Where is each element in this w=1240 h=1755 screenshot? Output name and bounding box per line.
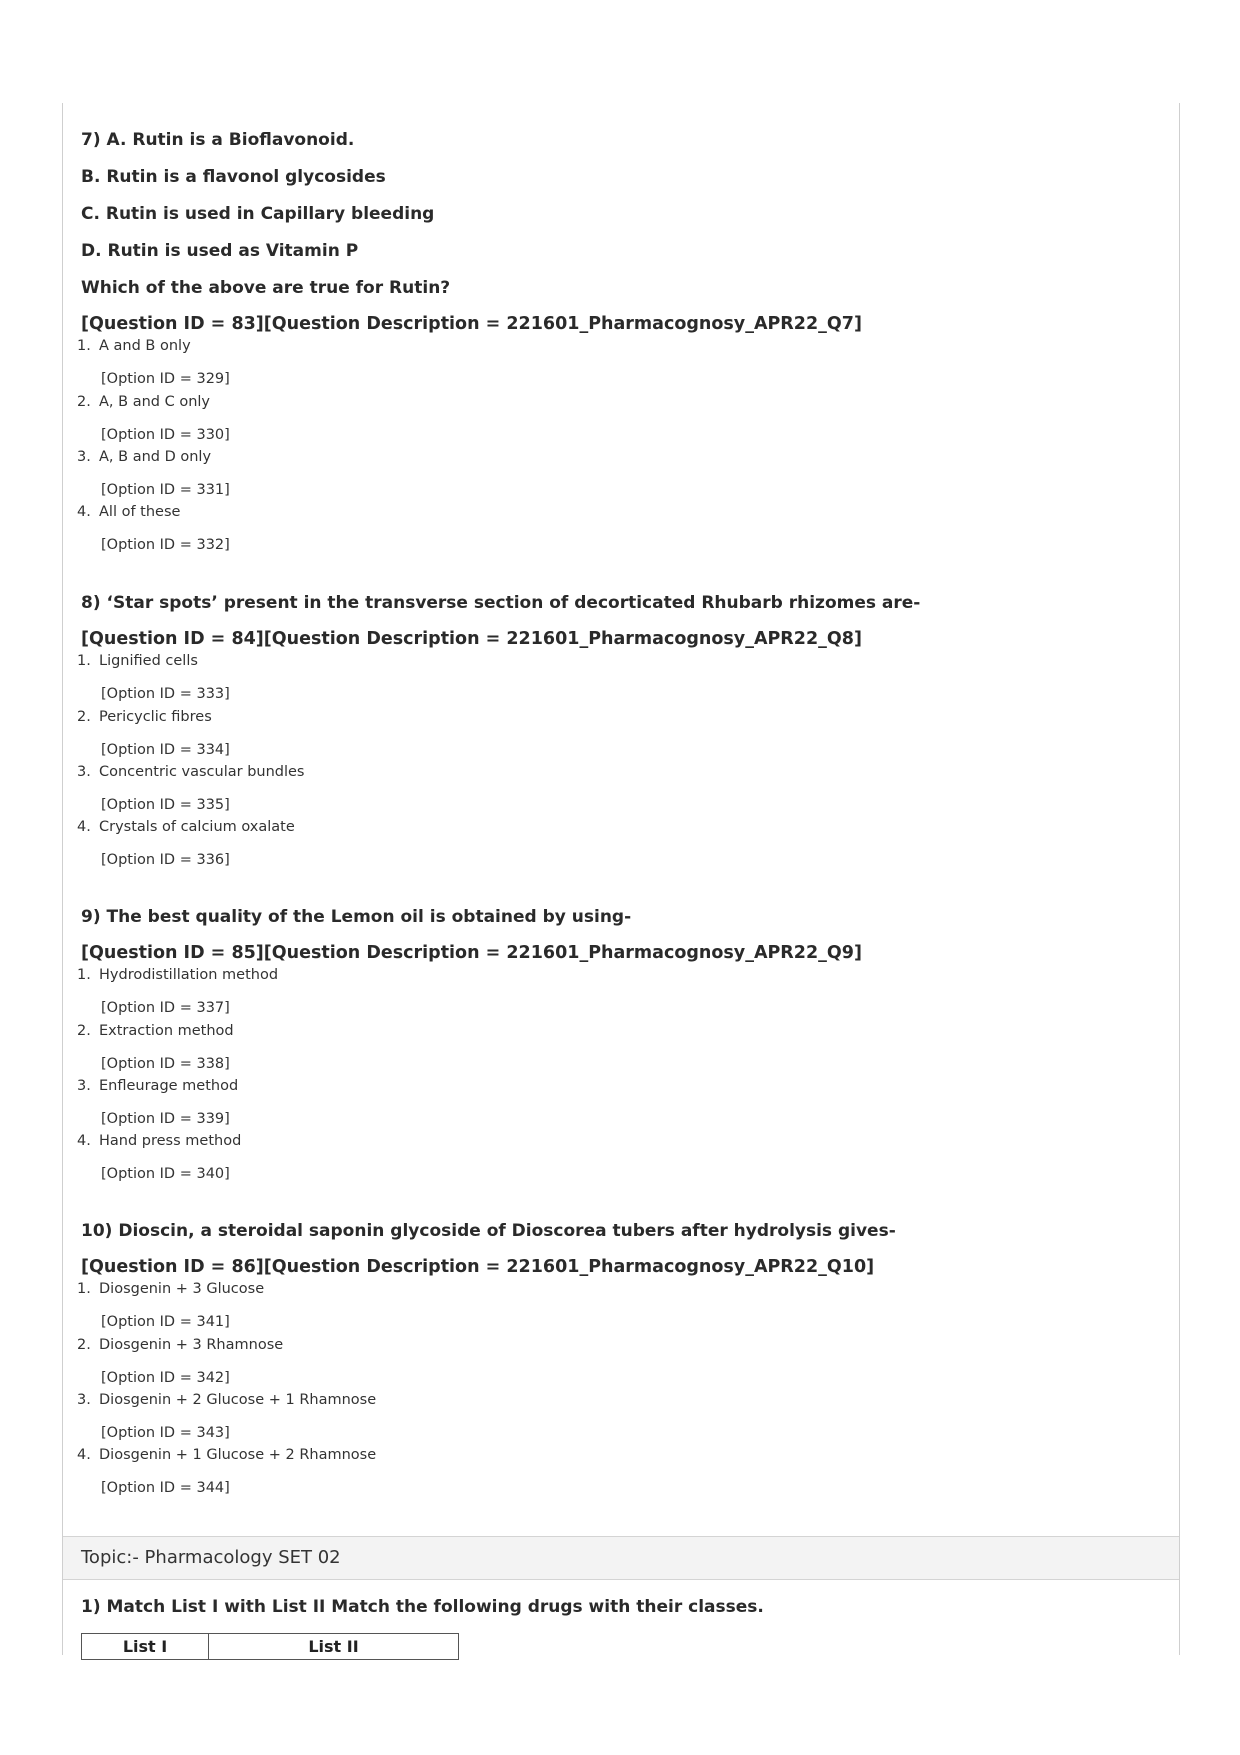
option-1: 1. Diosgenin + 3 Glucose <box>77 1281 265 1297</box>
option-id: [Option ID = 331] <box>101 482 230 498</box>
option-text: Crystals of calcium oxalate <box>99 819 295 835</box>
option-3: 3. Diosgenin + 2 Glucose + 1 Rhamnose <box>77 1392 377 1408</box>
list-1-header: List I <box>82 1634 209 1660</box>
option-4: 4. Diosgenin + 1 Glucose + 2 Rhamnose <box>77 1447 377 1463</box>
option-id: [Option ID = 330] <box>101 427 230 443</box>
option-1: 1. Lignified cells <box>77 653 198 669</box>
option-3: 3. A, B and D only <box>77 449 212 465</box>
option-2: 2. A, B and C only <box>77 394 210 410</box>
option-id: [Option ID = 336] <box>101 852 230 868</box>
question-7-id: [Question ID = 83][Question Description = 221601_Pharmacognosy_APR22_Q7] <box>81 314 862 334</box>
question-paper-frame <box>62 103 1180 1655</box>
option-id: [Option ID = 339] <box>101 1111 230 1127</box>
option-id: [Option ID = 340] <box>101 1166 230 1182</box>
option-id: [Option ID = 332] <box>101 537 230 553</box>
option-text: Extraction method <box>99 1023 234 1039</box>
option-text: Diosgenin + 2 Glucose + 1 Rhamnose <box>99 1392 377 1408</box>
option-text: Diosgenin + 1 Glucose + 2 Rhamnose <box>99 1447 377 1463</box>
question-8-prompt: 8) ‘Star spots’ present in the transverse section of decorticated Rhubarb rhizomes are- <box>81 593 921 613</box>
list-2-header: List II <box>209 1634 459 1660</box>
option-text: A, B and D only <box>99 449 212 465</box>
option-2: 2. Extraction method <box>77 1023 234 1039</box>
option-1: 1. Hydrodistillation method <box>77 967 279 983</box>
option-text: Hand press method <box>99 1133 242 1149</box>
option-text: A, B and C only <box>99 394 210 410</box>
pharmacology-question-1-prompt: 1) Match List I with List II Match the following drugs with their classes. <box>81 1597 764 1617</box>
question-10-id: [Question ID = 86][Question Description = 221601_Pharmacognosy_APR22_Q10] <box>81 1257 875 1277</box>
option-text: Diosgenin + 3 Glucose <box>99 1281 265 1297</box>
question-7-line-a: 7) A. Rutin is a Bioflavonoid. <box>81 130 355 150</box>
option-text: Diosgenin + 3 Rhamnose <box>99 1337 284 1353</box>
question-9-id: [Question ID = 85][Question Description = 221601_Pharmacognosy_APR22_Q9] <box>81 943 862 963</box>
option-id: [Option ID = 337] <box>101 1000 230 1016</box>
option-text: All of these <box>99 504 181 520</box>
option-3: 3. Concentric vascular bundles <box>77 764 305 780</box>
option-3: 3. Enfleurage method <box>77 1078 239 1094</box>
option-1: 1. A and B only <box>77 338 191 354</box>
option-4: 4. Hand press method <box>77 1133 242 1149</box>
option-2: 2. Diosgenin + 3 Rhamnose <box>77 1337 284 1353</box>
option-id: [Option ID = 341] <box>101 1314 230 1330</box>
option-2: 2. Pericyclic fibres <box>77 709 212 725</box>
topic-header <box>63 1536 1179 1580</box>
option-text: Concentric vascular bundles <box>99 764 305 780</box>
option-id: [Option ID = 343] <box>101 1425 230 1441</box>
option-id: [Option ID = 342] <box>101 1370 230 1386</box>
question-10-prompt: 10) Dioscin, a steroidal saponin glycoside of Dioscorea tubers after hydrolysis gives- <box>81 1221 896 1241</box>
question-7-line-b: B. Rutin is a flavonol glycosides <box>81 167 386 187</box>
match-list-table <box>81 1633 459 1660</box>
option-id: [Option ID = 334] <box>101 742 230 758</box>
topic-title: Topic:- Pharmacology SET 02 <box>81 1547 341 1568</box>
option-id: [Option ID = 344] <box>101 1480 230 1496</box>
question-9-prompt: 9) The best quality of the Lemon oil is obtained by using- <box>81 907 632 927</box>
option-4: 4. Crystals of calcium oxalate <box>77 819 295 835</box>
question-7-line-d: D. Rutin is used as Vitamin P <box>81 241 359 261</box>
option-4: 4. All of these <box>77 504 181 520</box>
option-text: Enfleurage method <box>99 1078 239 1094</box>
question-7-line-c: C. Rutin is used in Capillary bleeding <box>81 204 435 224</box>
option-text: Pericyclic fibres <box>99 709 212 725</box>
option-id: [Option ID = 338] <box>101 1056 230 1072</box>
option-text: Hydrodistillation method <box>99 967 279 983</box>
option-text: Lignified cells <box>99 653 198 669</box>
question-8-id: [Question ID = 84][Question Description = 221601_Pharmacognosy_APR22_Q8] <box>81 629 862 649</box>
question-7-prompt: Which of the above are true for Rutin? <box>81 278 451 298</box>
option-id: [Option ID = 335] <box>101 797 230 813</box>
option-text: A and B only <box>99 338 191 354</box>
option-id: [Option ID = 329] <box>101 371 230 387</box>
option-id: [Option ID = 333] <box>101 686 230 702</box>
